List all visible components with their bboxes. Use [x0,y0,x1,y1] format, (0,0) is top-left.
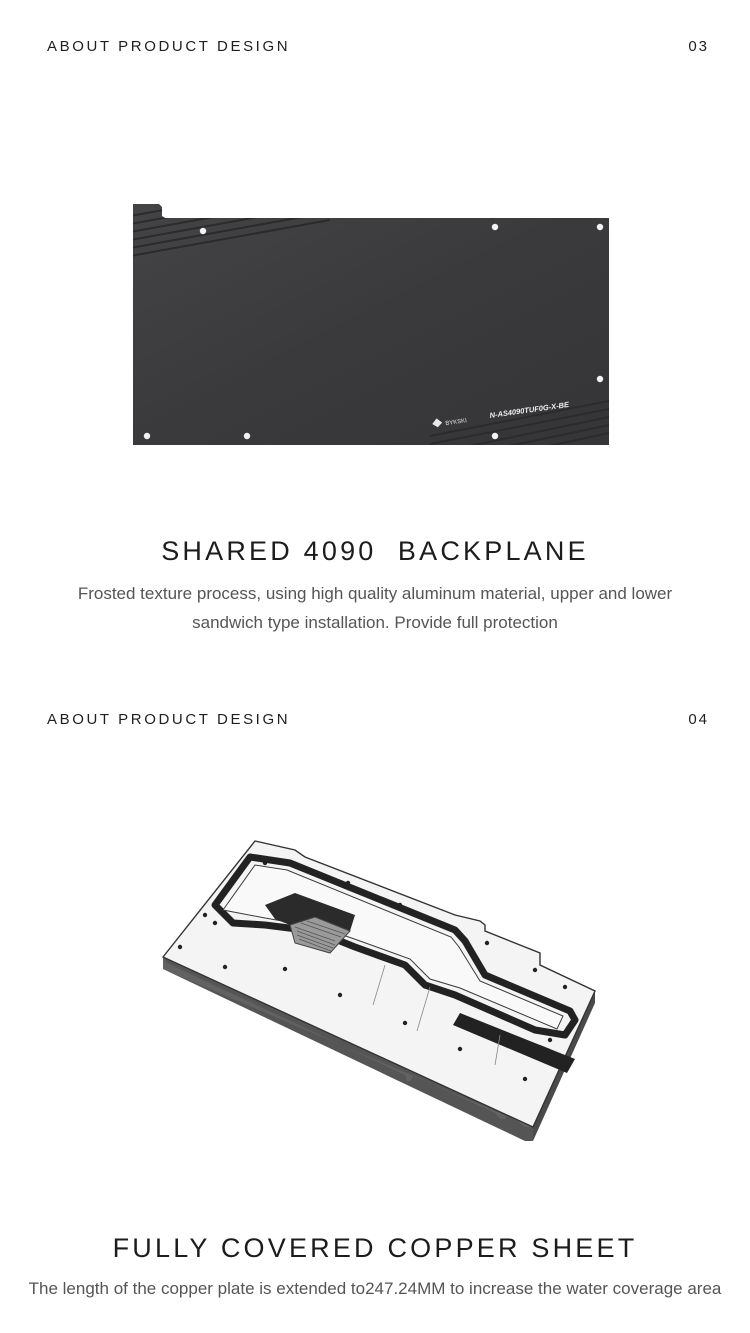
section-header [47,711,709,728]
product-description [0,1274,750,1303]
product-title: FULLY COVERED COPPER SHEET [112,1233,638,1263]
product-description [0,579,750,637]
description-line: Frosted texture process, using high quality aluminum material, upper and lower [77,584,673,603]
section-number: 04 [688,711,709,728]
section-label: ABOUT PRODUCT DESIGN [47,38,291,55]
section-number: 03 [688,38,709,55]
copper-plate-illustration [155,835,600,1145]
backplate-logo-text: BYKSKI [445,418,468,428]
product-title: SHARED 4090 BACKPLANE [161,536,589,566]
description-line: sandwich type installation. Provide full protection [192,613,558,632]
backplate-illustration [130,200,614,450]
copper-plate-image [155,835,600,1145]
backplate-image [130,200,614,450]
section-label: ABOUT PRODUCT DESIGN [47,711,291,728]
backplate-model-code: N-AS4090TUF0G-X-BE [489,399,570,420]
description-line: The length of the copper plate is extended to247.24MM to increase the water coverage area [28,1279,722,1298]
section-header [47,38,709,55]
